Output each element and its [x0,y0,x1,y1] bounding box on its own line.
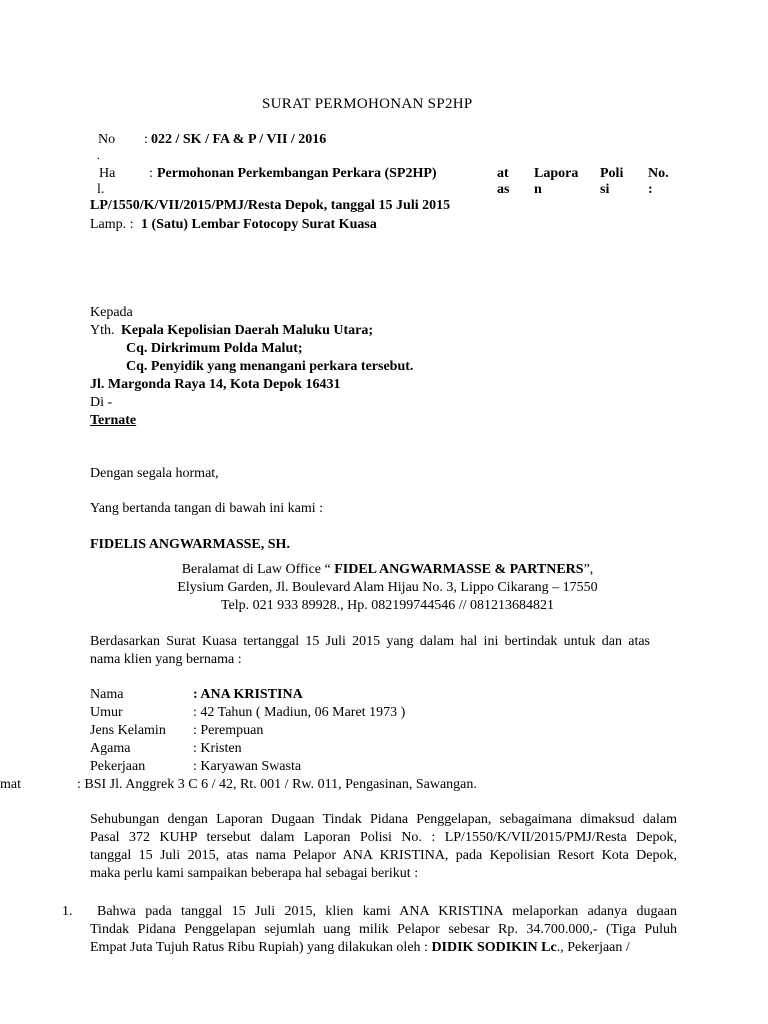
no-value: 022 / SK / FA & P / VII / 2016 [151,132,327,147]
point-1-line-3-start: Empat Juta Tujuh Ratus Ribu Rupiah) yang dilakukan oleh : [90,940,432,955]
document-title: SURAT PERMOHONAN SP2HP [262,96,473,112]
hal-label-bottom: l. [97,182,105,197]
paragraph-line-2: Pasal 372 KUHP tersebut dalam Laporan Polisi No. : LP/1550/K/VII/2015/PMJ/Resta Depok, [90,830,677,845]
point-1-line-2: Tindak Pidana Penggelapan sejumlah uang milik Pelapor sebesar Rp. 34.700.000,- (Tiga Puluh [90,922,677,937]
greeting: Dengan segala hormat, [90,466,219,481]
paragraph-line-3: tanggal 15 Juli 2015, atas nama Pelapor ANA KRISTINA, pada Kepolisian Resort Kota Depok, [90,848,677,863]
point-1-line-3 [90,939,677,957]
client-field-value: : Karyawan Swasta [193,759,302,774]
recipient-address: Jl. Margonda Raya 14, Kota Depok 16431 [90,377,341,392]
hal-value: Permohonan Perkembangan Perkara (SP2HP) [157,166,437,181]
hal-col-at: at [497,166,509,181]
client-address-label: mat [0,777,21,792]
yth-value: Kepala Kepolisian Daerah Maluku Utara; [121,323,374,338]
lamp-label: Lamp. : [90,217,134,232]
client-field-value: : ANA KRISTINA [193,687,303,702]
intro-text: Yang bertanda tangan di bawah ini kami : [90,501,324,516]
client-field-value: : Perempuan [193,723,264,738]
basis-line-1: Berdasarkan Surat Kuasa tertanggal 15 Juli 2015 yang dalam hal ini bertindak untuk dan atas [90,634,650,649]
yth-label: Yth. [90,323,115,338]
cq-penyidik: Cq. Penyidik yang menangani perkara tersebut. [126,359,414,374]
kepada-label: Kepada [90,305,133,320]
signer-office [90,561,685,579]
client-field-label: Nama [90,687,124,702]
paragraph-line-1: Sehubungan dengan Laporan Dugaan Tindak Pidana Penggelapan, sebagaimana dimaksud dalam [90,812,677,827]
di-label: Di - [90,395,113,410]
recipient-city: Ternate [90,413,137,428]
hal-col-lapora: Lapora [534,166,579,181]
basis-line-2: nama klien yang bernama : [90,652,242,667]
office-name: FIDEL ANGWARMASSE & PARTNERS [334,562,584,577]
paragraph-line-4: maka perlu kami sampaikan beberapa hal sebagai berikut : [90,866,419,881]
no-colon: : [144,132,148,147]
point-1-line-1: Bahwa pada tanggal 15 Juli 2015, klien kami ANA KRISTINA melaporkan adanya dugaan [97,904,677,919]
client-field-label: Jens Kelamin [90,723,166,738]
signer-address: Elysium Garden, Jl. Boulevard Alam Hijau No. 3, Lippo Cikarang – 17550 [177,580,598,595]
hal-col-poli: Poli [600,166,624,181]
hal-col-si: si [600,182,610,197]
signer-phone: Telp. 021 933 89928., Hp. 082199744546 // 081213684821 [220,598,555,613]
client-data-table [90,686,490,776]
hal-col-colon: : [648,182,653,197]
office-prefix: Beralamat di Law Office “ [181,562,335,577]
hal-col-as: as [497,182,510,197]
lamp-value: 1 (Satu) Lembar Fotocopy Surat Kuasa [141,217,377,232]
hal-label-top: Ha [99,166,116,181]
client-field-value: : Kristen [193,741,242,756]
cq-dirkrimum: Cq. Dirkrimum Polda Malut; [126,341,303,356]
client-field-label: Umur [90,705,123,720]
client-address-value: : BSI Jl. Anggrek 3 C 6 / 42, Rt. 001 / Rw. 011, Pengasinan, Sawangan. [77,777,477,792]
point-1-accused-name: DIDIK SODIKIN Lc [431,940,557,955]
client-field-value: : 42 Tahun ( Madiun, 06 Maret 1973 ) [193,705,406,720]
point-1-number: 1. [62,904,73,919]
hal-col-no: No. [648,166,669,181]
signer-name: FIDELIS ANGWARMASSE, SH. [90,537,290,552]
no-label: No [98,132,116,147]
hal-col-n: n [534,182,542,197]
office-suffix: ”, [583,562,594,577]
hal-line2: LP/1550/K/VII/2015/PMJ/Resta Depok, tanggal 15 Juli 2015 [90,198,451,213]
client-field-label: Agama [90,741,131,756]
no-dot: . [97,150,100,162]
point-1-line-3-end: ., Pekerjaan / [556,940,630,955]
client-field-label: Pekerjaan [90,759,146,774]
hal-colon: : [149,166,153,181]
